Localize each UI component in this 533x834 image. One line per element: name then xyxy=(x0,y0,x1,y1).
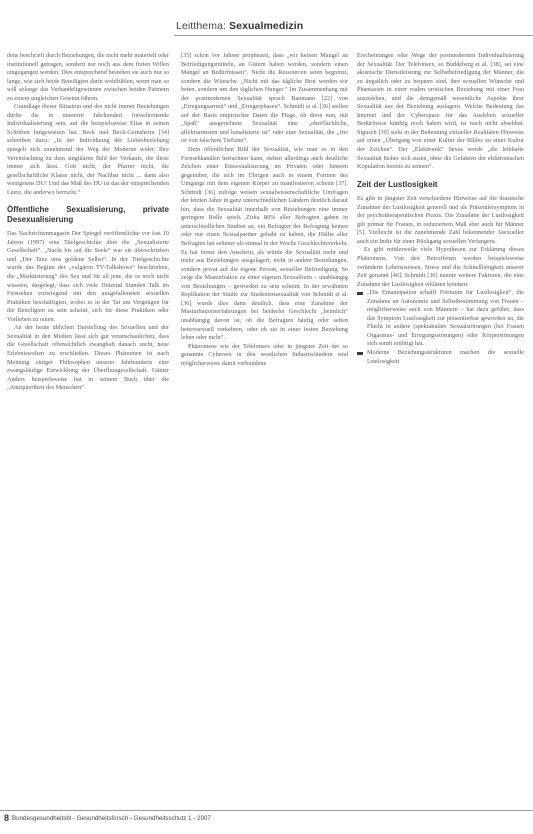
journal-citation: Bundesgesundheitsbl - Gesundheitsforsch - Gesundheitsschutz 1 - 2007 xyxy=(12,815,211,822)
bullet-marker-icon xyxy=(357,352,363,355)
paragraph: [35] schon vor Jahren prophezeit, dass „wir keinen Mangel an Befriedigungsmitteln, an Gütern haben werden, sondern einen Mangel an Bedürfnissen“. Nicht die Ressourcen seien begrenzt, sondern die Wünsche. „Nicht mit das tägliche Brot werden wir beten, sondern um den täglichen Hunger.“ Im Zusammenhang mit der postmodernen Sexualität sprach Baumann [22] von „Erregungsarmut“ und „Erregerphasen“. Schmidt et al. [36] stellen auf der Basis empirischer Daten die Frage, ob diese nun, mit „Spaß“ ausgerichtete Sexualität eine „oberflächliche, affektsarmsten und banalisierte ist“ oder eine Sexualität, die „frei ist von falschem Tiefsinn“. xyxy=(181,52,348,145)
paragraph: Phänomene wie der Telefonsex oder in jüngster Zeit der so genannte Cybersex in den westlichen Industrieländern sind möglicherweise damit verbundene xyxy=(181,342,348,367)
header-prefix: Leitthema: xyxy=(176,20,230,32)
page-number: 8 xyxy=(4,813,10,823)
paragraph: Es gibt mittlerweile viele Hypothesen zur Erklärung dieses Phänomens. Von den Betroffenen werden beispielsweise veränderte Lebensweisen, Stress und die Schnelllebigkeit unserer Zeit genannt [40]. Schmidt [36] nannte weitere Faktoren, die eine Zunahme der Lustlosigkeit erklären könnten: xyxy=(357,246,524,288)
bullet-text: „Die Emanzipation schafft Freiraum für Lustlosigkeit“, die Zunahme an Autonomie und Selbstbestimmung von Frauen – möglicherweise auch von Männern – hat dazu geführt, dass das Symptom Lustlosigkeit zur präsentierbar geworden ist, die Flucht in andere (spektakuläre Sexualstörungen (bei Frauen Orgasmus- und Erregungsstörungen) oder Körperstörungen sich somit erübrigt hat. xyxy=(367,289,524,348)
paragraph: Das Nachrichtenmagazin Der Spiegel veröffentlichte vor fast 10 Jahren (1997) eine Titelgeschichte über die „Sexualisierte Gesellschaft“. „Nackt bis auf die Seele“ war sie überschrieben und „Der Tanz ums goldene Selbst“. In der Titelgeschichte wurde das Beginn der „vulgären TV-Talkshows“ beschrieben, die „Marktisierung“ des Sex und für all jene, die es noch nicht wussten, dargelegt, dass sich viele Dutzend Stunden Talk im Fernsehen vorwiegend mit den ausgefallensten sexuellen Praktiken beschäftigten, wobei es in der Tat um Vergnügen für die Beteiligten zu sein scheint, sich für diese Praktiken oder Vorlieben zu outen. xyxy=(7,230,169,323)
paragraph: dens beschrieft durch Beziehungen, die nicht mehr materiell oder institutionell getragen, sondern nur noch aus dem freien Willen eingegangen werden. Dies entsprechend bestehen sie auch nur so lange, wie sich beide Beteiligten darin wohlfühlen, wenn man so will solange das Verhandeltgewinnen zwischen beiden Partnern zu einem ungleichen Gewinn führen. xyxy=(7,52,169,102)
header-rule xyxy=(174,35,533,36)
page-footer xyxy=(4,813,211,823)
bullet-item xyxy=(357,289,524,349)
text-column-2 xyxy=(181,52,348,368)
bullet-item xyxy=(357,349,524,366)
paragraph: Dem öffentlichen Bild der Sexualität, wie man es in den Fernsehkanälen betrachten kann, stehen allerdings auch deutliche Zeichen einer Entsexualisierung im Privaten oder Inneren gegenüber, die sich im Übrigen auch in einem Formen des Umgangs mit dem eigenen Körper zu manifestieren scheint [37]. Schmidt [36] zufolge weisen sexualwissenschaftliche Umfragen der letzten Jahre in ganz unterschiedlichen Ländern deutlich darauf hin, dass die Sexualität innerhalb von Beziehungen eine immer geringere Rolle spielt. Zirka 80% aller Befragten gaben in unterschiedlichen Studien an, ein Befragter der Befragung keinen oder nur einen Sexualpartner gehabt zu haben, die Hälfte aller Befragten hat seltener als einmal in der Woche Geschlechtsverkehr. Es hat ferner den Anschein, als würde die Sexualität mehr und mehr aus Beziehungen ausgelagert, nicht in andere Beziehungen, sondern privat auf die eigene Person, sexueller Befriedigung. So zeigt die Masturbation zu einer eigenen Sexualform – unabhängig von Beziehungen – geworden zu sein scheint. In der erwähnten Replikation der Studie zur Studentensexualität von Schmidt et al. [36] wurde dies dann deutlich, dass eine Zunahme der Masturbationserfahrungen bei beiderlei Geschlecht „heimlich“ unabhängig davon ist, ob die Befragten häufig oder selten heterosexuell verkehren, oder ob sie in einer festen Beziehung leben oder nicht“. xyxy=(181,146,348,342)
bullet-text: Moderne Beziehungsstrukturen machen die sexuelle Lustlosigkeit xyxy=(367,349,524,365)
paragraph: Grundlage dieser Situation und des nicht immer Beziehungen dürfte die in unserem Jahrhundert fortschreitende Individualisierung sein, auf die beispielsweise Elias in seinen Schriften hingewiesen hat. Beck und Beck-Gernsheim [34] schreiben dazu: „In der Individuung der Liebesbeziehung spiegelt sich zunehmend der Weg der Moderne wider. Ihre Vereinfachung zu dem singulären Bild der Verkaufs, die diese immer sich lässt. Gott nicht, der Pfarrer nicht, die gesellschaftliche Klasse nicht, der Nachbar nicht ... dann also wenigstens DU! Und das Maß des DU ist das der entsprechenden Leere, die anderwo herrscht.“ xyxy=(7,103,169,196)
paragraph: Es gibt in jüngster Zeit verschiedene Hinweise auf die drastische Zunahme der Lustlosigkeit generell und als Präsentiersymptom in der psychotherapeutischen Praxis. Die Zunahme der Lustlosigkeit gilt primär für Frauen, in reduziertem Maß aber auch für Männer [5]. Vielleicht ist die zunehmende Zahl bekennender Asexueller auch ein Indiz für einer Rückgang sexuellen Verlangens. xyxy=(357,195,524,245)
section-heading: Zeit der Lustlosigkeit xyxy=(357,179,438,189)
running-header xyxy=(176,20,303,32)
header-title: Sexualmedizin xyxy=(229,20,304,32)
text-column-1 xyxy=(7,52,169,393)
text-column-3 xyxy=(357,52,524,366)
section-heading: Öffentliche Sexualisierung, private Desexualisierung xyxy=(7,205,169,224)
paragraph: An der heute üblichen Darstellung des Sexuellen und der Sexualität in den Medien lässt sich gut veranschaulichen, dass die Gesellschaft offensichtlich zwanghaft danach sucht, neue Erlebniswelten zu erschließen. Dieses Phänomen ist nach Meinung einiger Philosophen unserer Jahrhunderts eine zwangsläufige Entwicklung der Überflussgesellschaft. Günter Anders beispielsweise hat in seinem Buch über die „Antiquiertheit des Menschen“ xyxy=(7,324,169,392)
footer-rule xyxy=(0,810,533,811)
paragraph: Erscheinungen oder Wege der postmodernen Individualisierung der Sexualität. Der Telefonsex, so Buddeberg et al. [38], sei eine akustische Dienstleistung zur Selbstbefriedigung der Männer, die zu ängstlich oder zu bequem sind, ihre sexuellen Wünsche und Phantasien in einer realen erotischen Beziehung mit einer Frau auszuleben, und die demgemäß wesentliche Aspekte ihrer Sexualität aus der Beziehung auslagern. Welche Bedeutung das Internet und der Cyberspace für das Ausleben sexueller Bedürfnisse künftig noch haben wird, ist noch nicht absehbar. Sigusch [39] sieht in der Bedeutung virtueller Realitäten Hinweise auf einen „Übergang von einer Kultur der Bildes zu einer Kultur der Zeichen“. Der „Elektronik“ Sexus werde „die leibhafte Sexualität bisher sich ausen, ohne die Gefahren der elektronischen Kopulation bereits zu sennen“. xyxy=(357,52,524,171)
bullet-marker-icon xyxy=(357,292,363,295)
